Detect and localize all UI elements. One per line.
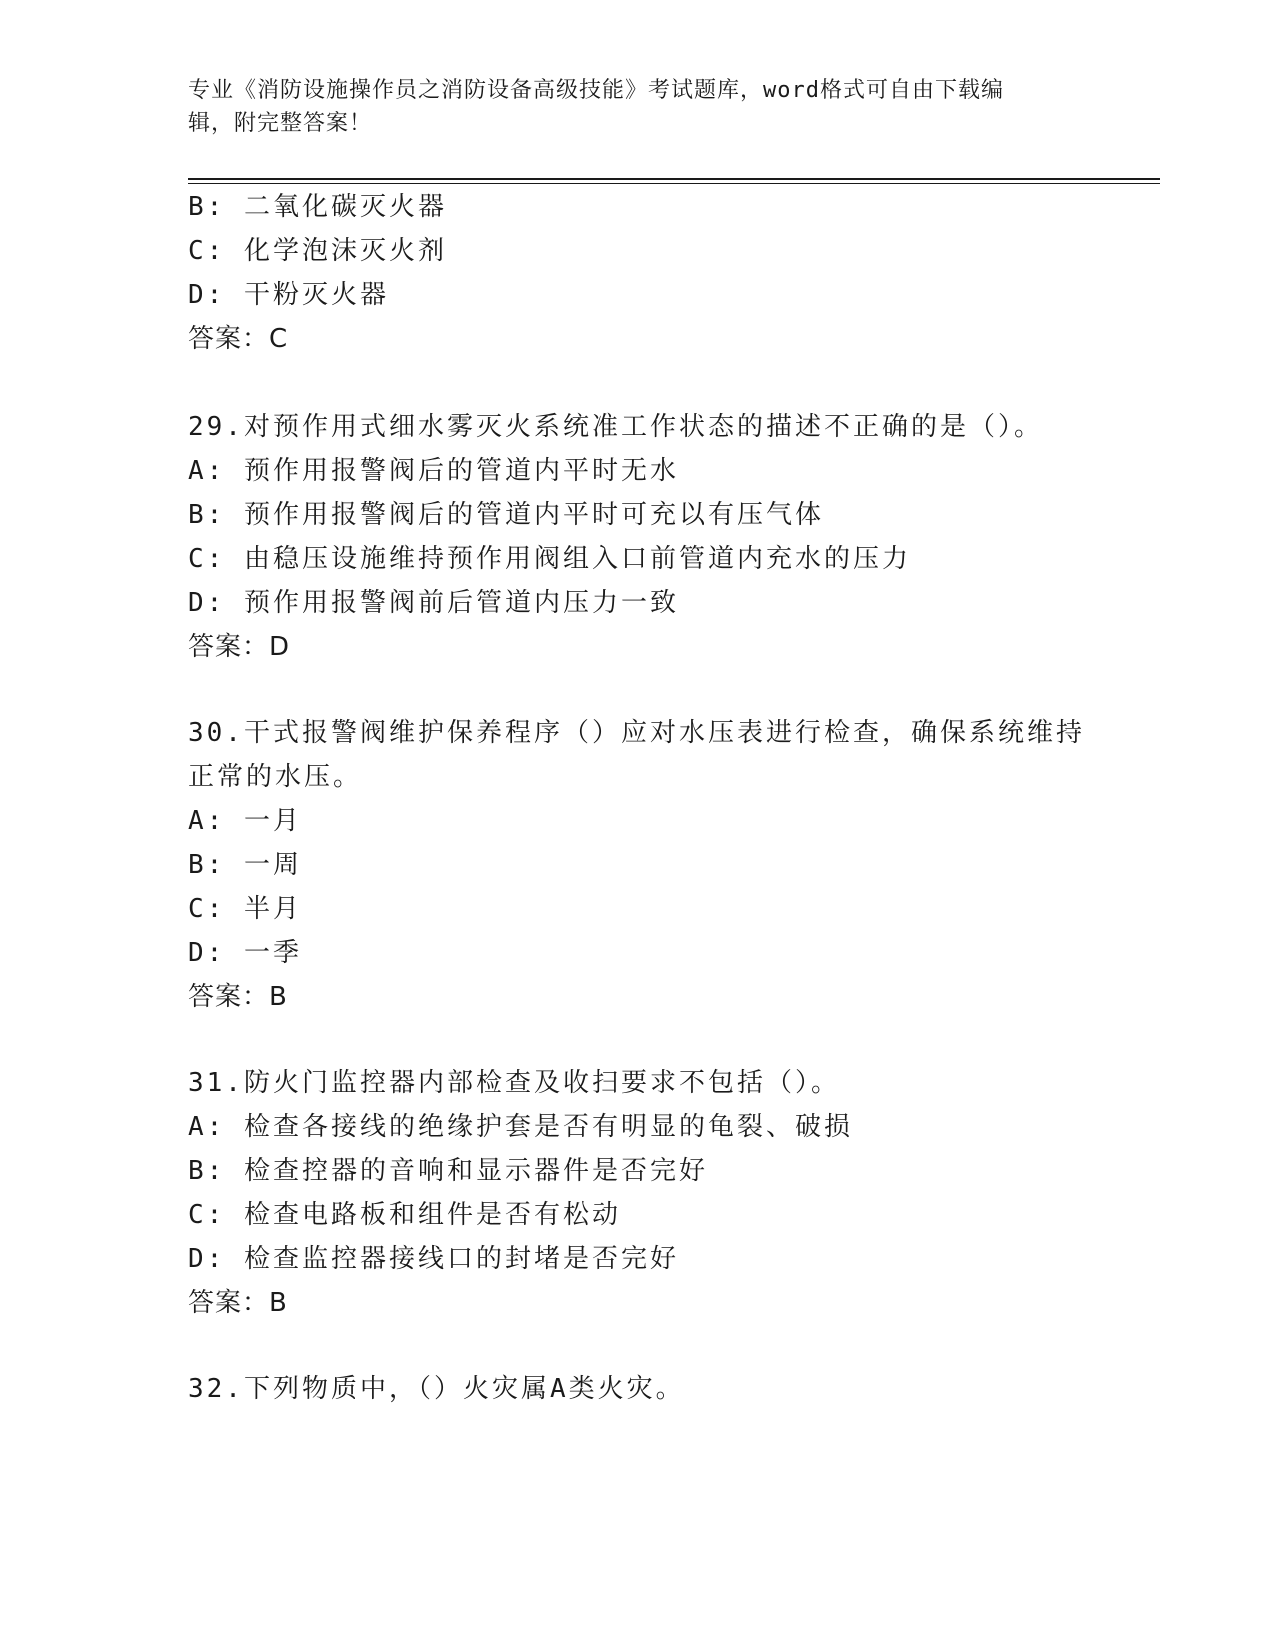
q30-option-b: B: 一周: [188, 850, 302, 880]
q29-option-b: B: 预作用报警阀后的管道内平时可充以有压气体: [188, 500, 824, 530]
header-intro-line2: 辑，附完整答案！: [188, 111, 373, 136]
q28-option-c: C: 化学泡沫灭火剂: [188, 236, 447, 266]
q31-question: 31.防火门监控器内部检查及收扫要求不包括（）。: [188, 1068, 840, 1098]
q30-option-a: A: 一月: [188, 806, 302, 836]
q30-answer: 答案：B: [188, 982, 288, 1012]
q30-question-line1: 30.干式报警阀维护保养程序（）应对水压表进行检查，确保系统维持: [188, 718, 1085, 748]
header-divider-thick: [188, 178, 1160, 180]
q29-question: 29.对预作用式细水雾灭火系统准工作状态的描述不正确的是（）。: [188, 412, 1043, 442]
q30-option-c: C: 半月: [188, 894, 302, 924]
q30-option-d: D: 一季: [188, 938, 302, 968]
q29-option-a: A: 预作用报警阀后的管道内平时无水: [188, 456, 679, 486]
q29-answer: 答案：D: [188, 632, 291, 662]
document-header: [188, 74, 1068, 140]
q29-option-c: C: 由稳压设施维持预作用阀组入口前管道内充水的压力: [188, 544, 911, 574]
header-intro-line1: 专业《消防设施操作员之消防设备高级技能》考试题库，word格式可自由下载编: [188, 78, 1004, 103]
q28-option-b: B: 二氧化碳灭火器: [188, 192, 447, 222]
q32-question: 32.下列物质中，（）火灾属A类火灾。: [188, 1374, 685, 1404]
q31-option-a: A: 检查各接线的绝缘护套是否有明显的龟裂、破损: [188, 1112, 853, 1142]
q31-answer: 答案：B: [188, 1288, 288, 1318]
q31-option-d: D: 检查监控器接线口的封堵是否完好: [188, 1244, 679, 1274]
q28-option-d: D: 干粉灭火器: [188, 280, 389, 310]
q28-answer: 答案：C: [188, 324, 289, 354]
q31-option-c: C: 检查电路板和组件是否有松动: [188, 1200, 621, 1230]
q30-question-line2: 正常的水压。: [188, 762, 363, 792]
header-divider-thin: [188, 183, 1160, 184]
q29-option-d: D: 预作用报警阀前后管道内压力一致: [188, 588, 679, 618]
q31-option-b: B: 检查控器的音响和显示器件是否完好: [188, 1156, 708, 1186]
